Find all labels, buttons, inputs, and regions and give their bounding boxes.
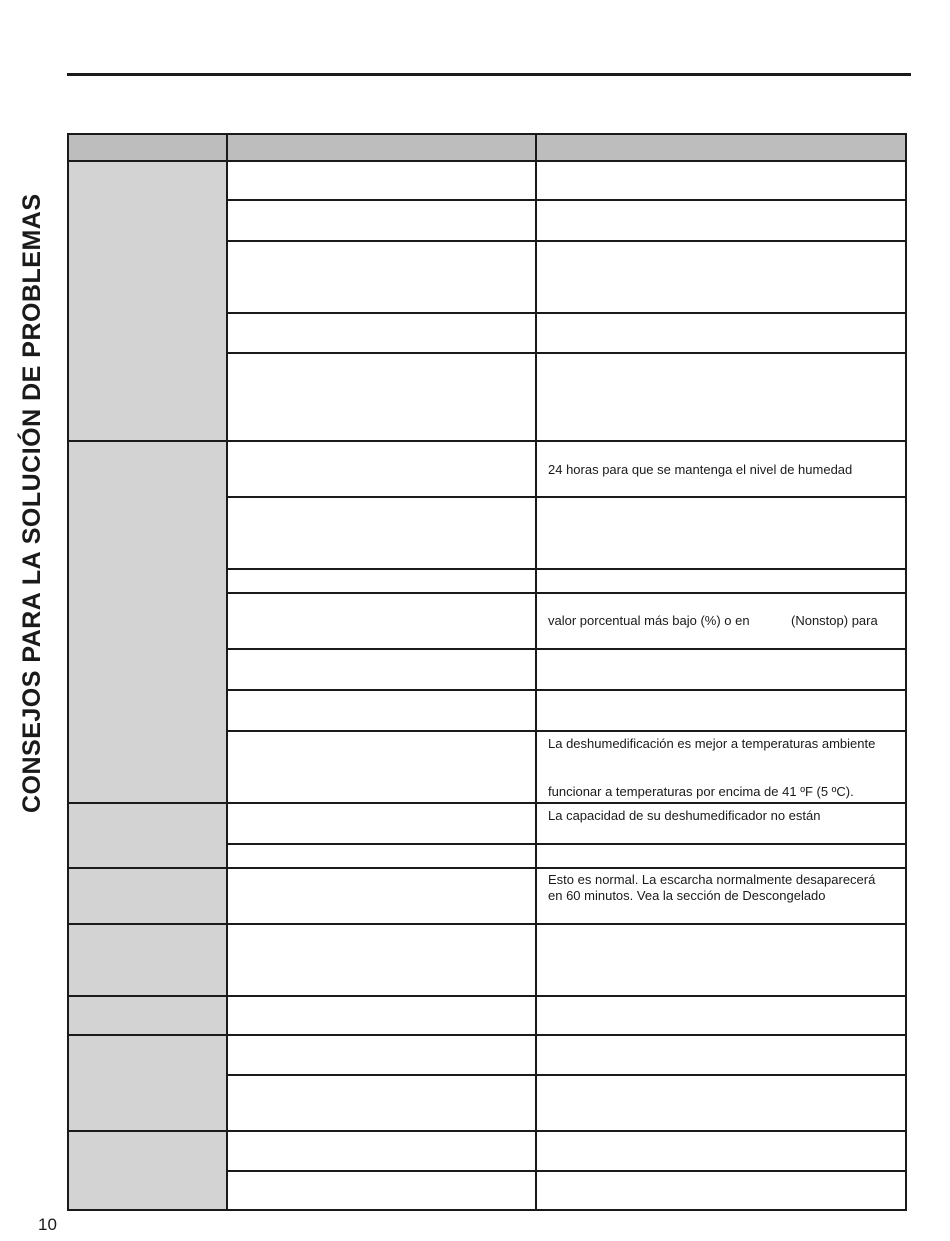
table-border bbox=[226, 843, 907, 845]
table-border bbox=[67, 1034, 907, 1036]
table-border bbox=[67, 440, 907, 442]
solution-text: 24 horas para que se mantenga el nivel de humedad bbox=[548, 462, 853, 477]
table-border bbox=[226, 496, 907, 498]
table-border bbox=[226, 240, 907, 242]
problem-cell bbox=[68, 868, 227, 924]
solution-text: funcionar a temperaturas por encima de 41 ºF (5 ºC). bbox=[548, 784, 854, 799]
solution-text: La capacidad de su deshumedificador no están bbox=[548, 808, 821, 823]
solution-text: en 60 minutos. Vea la sección de Descongelado bbox=[548, 888, 826, 903]
table-border bbox=[67, 867, 907, 869]
problem-cell bbox=[68, 1131, 227, 1210]
solution-text: La deshumedificación es mejor a temperaturas ambiente bbox=[548, 736, 876, 751]
problem-cell bbox=[68, 924, 227, 996]
table-border bbox=[67, 1209, 907, 1211]
table-border bbox=[226, 133, 228, 1211]
solution-text: (Nonstop) para bbox=[791, 613, 878, 628]
problem-cell bbox=[68, 803, 227, 868]
page-number: 10 bbox=[38, 1215, 57, 1234]
table-border bbox=[67, 802, 907, 804]
solution-text: Esto es normal. La escarcha normalmente desaparecerá bbox=[548, 872, 876, 887]
table-border bbox=[67, 133, 69, 1211]
table-border bbox=[226, 1074, 907, 1076]
table-border bbox=[67, 160, 907, 162]
table-border bbox=[67, 133, 907, 135]
problem-cell bbox=[68, 441, 227, 803]
page-section-title: CONSEJOS PARA LA SOLUCIÓN DE PROBLEMAS bbox=[18, 193, 46, 813]
table-header-problem bbox=[68, 134, 227, 161]
table-border bbox=[226, 730, 907, 732]
table-header-cause bbox=[227, 134, 536, 161]
problem-cell bbox=[68, 161, 227, 441]
table-border bbox=[226, 689, 907, 691]
solution-text: valor porcentual más bajo (%) o en bbox=[548, 613, 750, 628]
table-border bbox=[905, 133, 907, 1211]
table-border bbox=[226, 199, 907, 201]
table-border bbox=[226, 592, 907, 594]
table-header-solution bbox=[536, 134, 906, 161]
table-border bbox=[67, 1130, 907, 1132]
table-border bbox=[67, 995, 907, 997]
table-border bbox=[535, 133, 537, 1211]
problem-cell bbox=[68, 1035, 227, 1131]
table-border bbox=[226, 352, 907, 354]
problem-cell bbox=[68, 996, 227, 1035]
table-border bbox=[67, 923, 907, 925]
table-border bbox=[226, 1170, 907, 1172]
table-border bbox=[226, 568, 907, 570]
table-border bbox=[226, 312, 907, 314]
table-border bbox=[226, 648, 907, 650]
